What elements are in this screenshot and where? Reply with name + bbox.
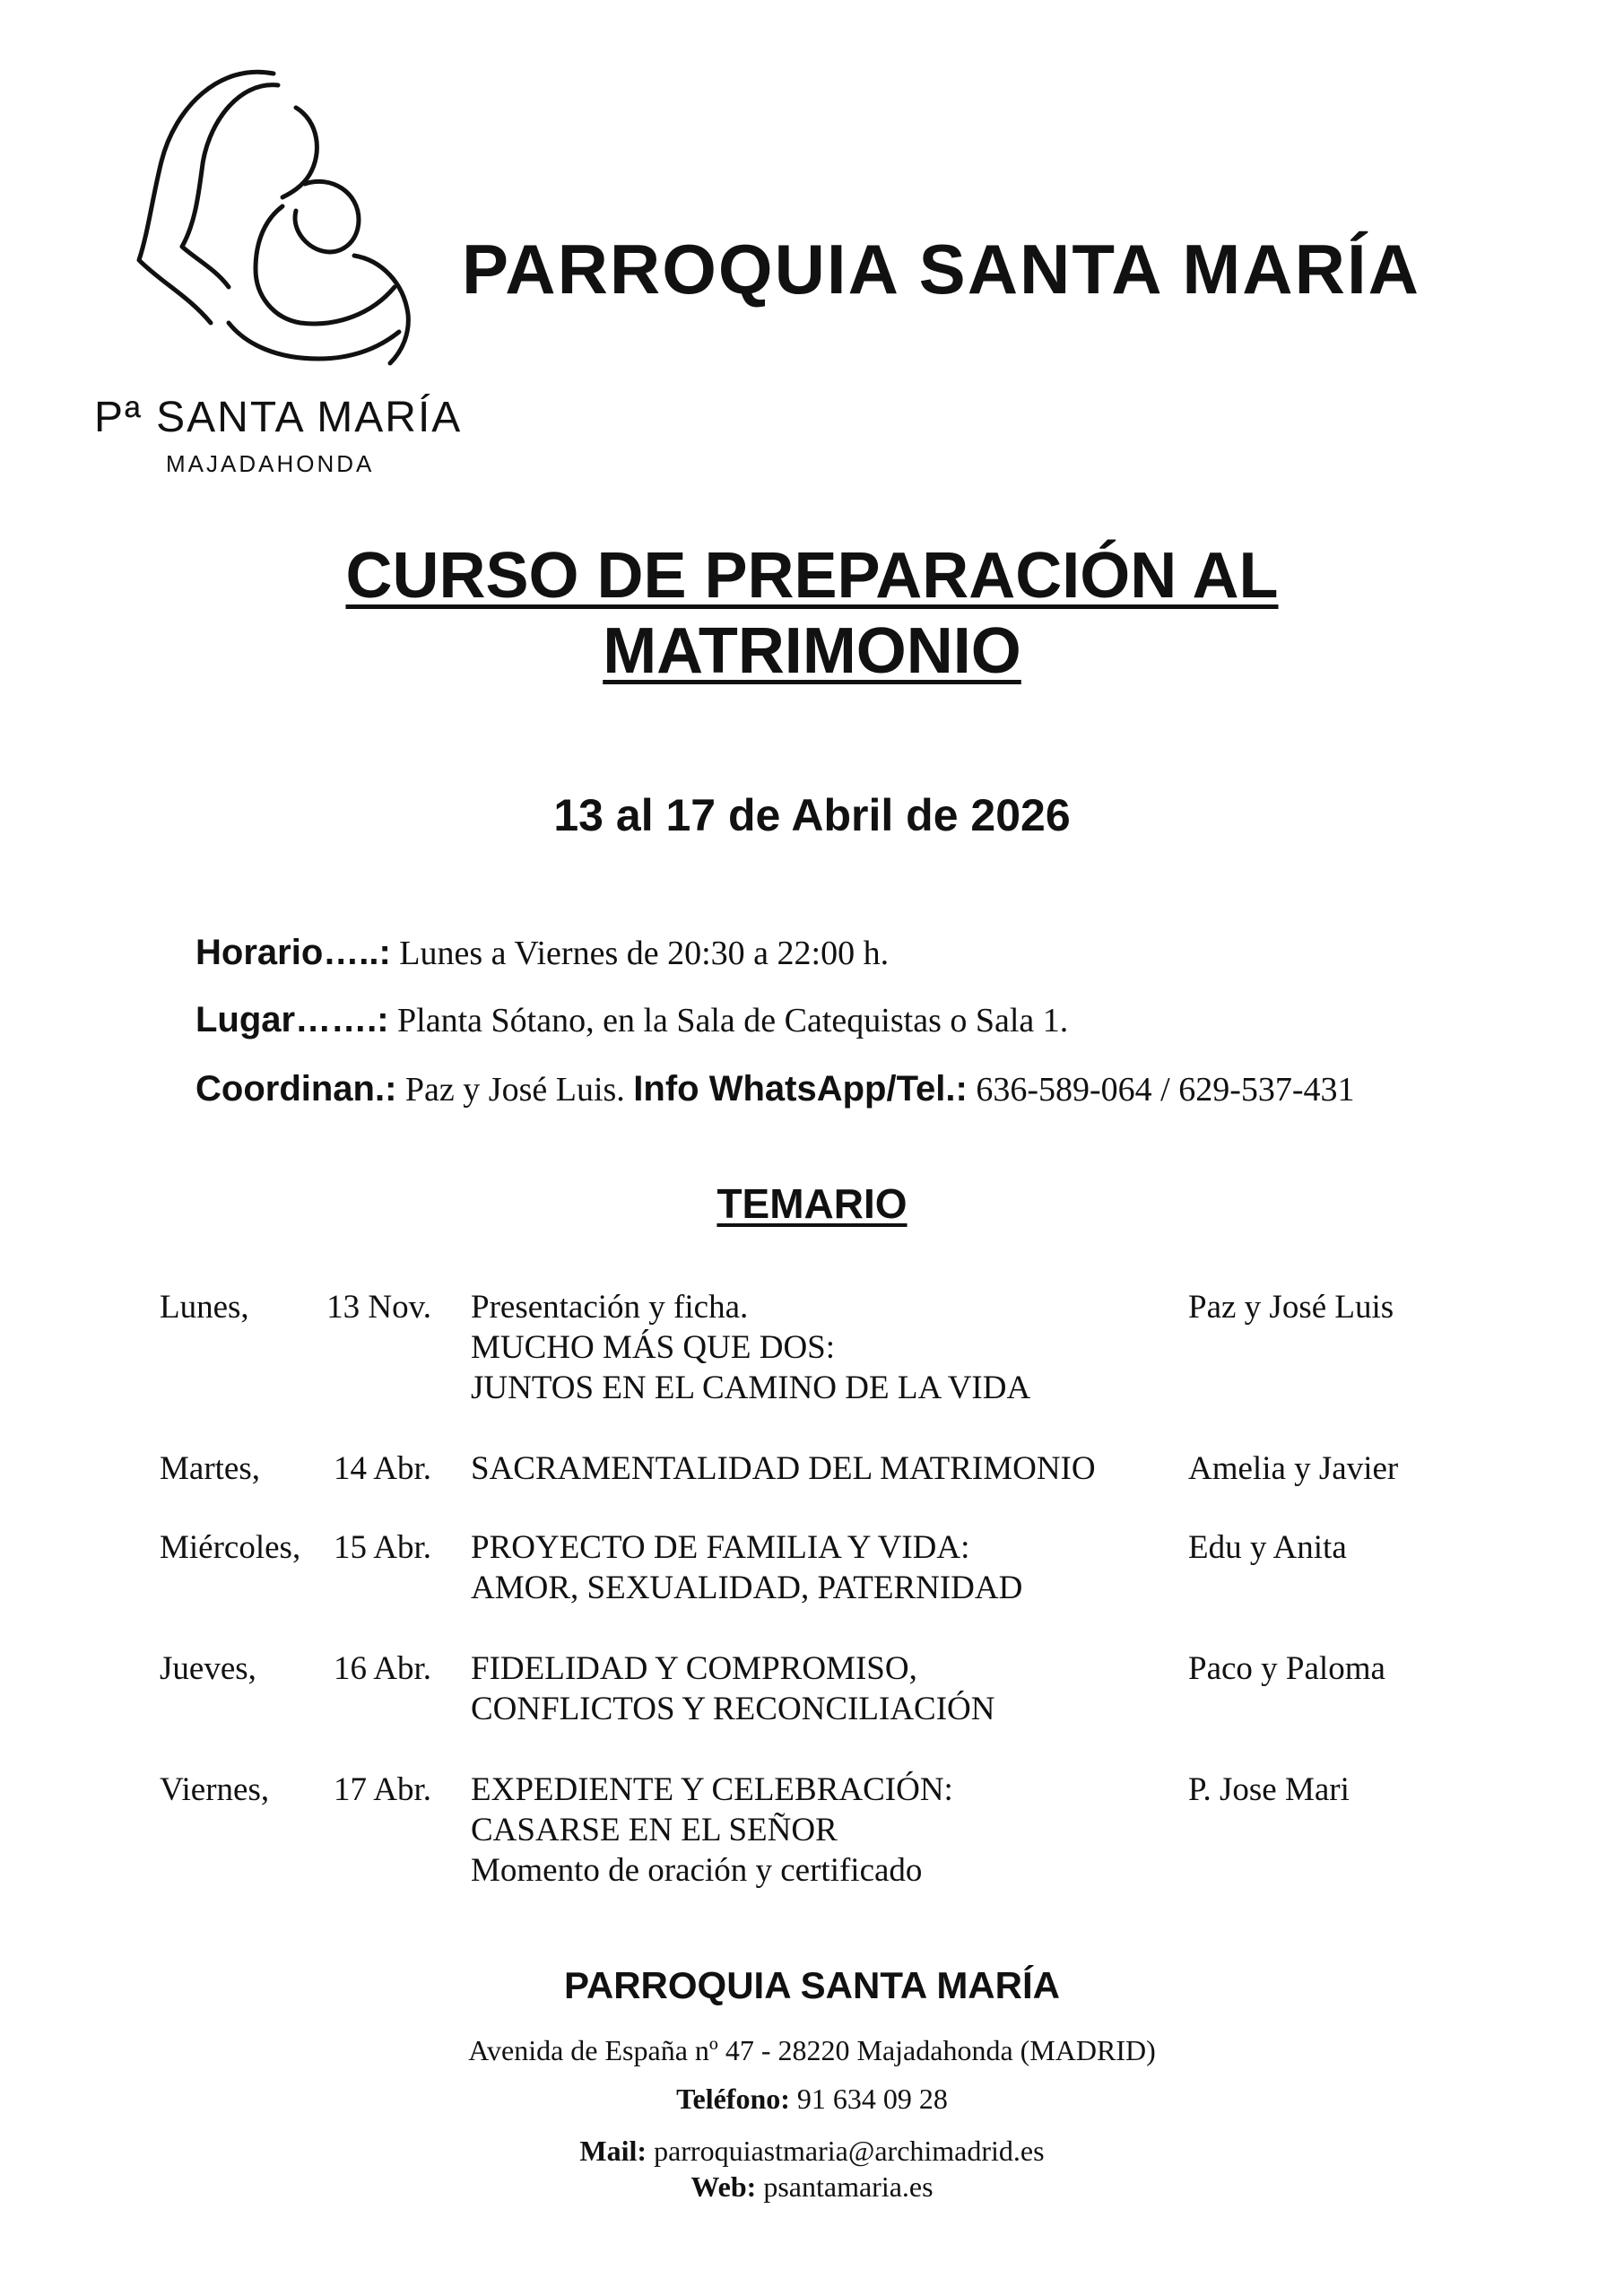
course-title — [0, 538, 1624, 689]
phone-label: Teléfono: — [676, 2083, 790, 2115]
footer-mail — [0, 2135, 1624, 2168]
row-speakers: Paz y José Luis — [1188, 1289, 1394, 1326]
coord-value: Paz y José Luis. — [404, 1071, 625, 1109]
phone-value: 91 634 09 28 — [796, 2083, 948, 2115]
row-day: Jueves, — [160, 1650, 256, 1687]
row-speakers: Edu y Anita — [1188, 1529, 1347, 1566]
row-topic-line: MUCHO MÁS QUE DOS: — [471, 1329, 836, 1366]
row-topic-line: JUNTOS EN EL CAMINO DE LA VIDA — [471, 1370, 1031, 1406]
course-dates: 13 al 17 de Abril de 2026 — [553, 790, 1071, 840]
row-topic — [471, 1648, 994, 1729]
row-day: Miércoles, — [160, 1529, 301, 1566]
temario-heading-text: TEMARIO — [716, 1180, 908, 1227]
logo-name-text: SANTA MARÍA — [156, 394, 463, 441]
row-topic — [471, 1448, 1096, 1489]
logo-parish-name — [94, 393, 463, 442]
footer-address: Avenida de España nº 47 - 28220 Majadahonda (MADRID) — [468, 2034, 1156, 2066]
course-title-line2: MATRIMONIO — [603, 615, 1021, 687]
row-topic-line: Presentación y ficha. — [471, 1289, 749, 1326]
row-date: 14 Abr. — [334, 1450, 431, 1487]
row-day: Viernes, — [160, 1771, 270, 1808]
place-value: Planta Sótano, en la Sala de Catequistas o Sala 1. — [397, 1002, 1069, 1039]
contact-label: Info WhatsApp/Tel.: — [633, 1069, 968, 1109]
row-topic — [471, 1527, 1022, 1608]
footer-web — [0, 2170, 1624, 2204]
row-topic-line: CASARSE EN EL SEÑOR — [471, 1812, 838, 1848]
logo-town: MAJADAHONDA — [166, 450, 375, 477]
place-label: Lugar…….: — [195, 1000, 389, 1039]
row-topic-line: SACRAMENTALIDAD DEL MATRIMONIO — [471, 1450, 1096, 1487]
row-topic — [471, 1287, 1030, 1408]
row-date: 13 Nov. — [326, 1289, 431, 1326]
row-date: 15 Abr. — [334, 1529, 431, 1566]
footer-title: PARROQUIA SANTA MARÍA — [564, 1964, 1060, 2006]
row-topic-line: EXPEDIENTE Y CELEBRACIÓN: — [471, 1771, 953, 1808]
page-title: PARROQUIA SANTA MARÍA — [462, 230, 1420, 309]
info-schedule — [195, 933, 889, 973]
schedule-label: Horario…..: — [195, 933, 391, 972]
schedule-value: Lunes a Viernes de 20:30 a 22:00 h. — [399, 935, 890, 972]
web-label: Web: — [690, 2170, 757, 2203]
row-speakers: Paco y Paloma — [1188, 1650, 1385, 1687]
logo-name-prefix: Pª — [94, 394, 143, 441]
footer-phone — [0, 2083, 1624, 2116]
web-value[interactable]: psantamaria.es — [763, 2170, 934, 2203]
row-topic-line: AMOR, SEXUALIDAD, PATERNIDAD — [471, 1570, 1023, 1606]
row-day: Martes, — [160, 1450, 260, 1487]
mail-value[interactable]: parroquiastmaria@archimadrid.es — [654, 2135, 1045, 2167]
info-place — [195, 1000, 1068, 1040]
madonna-and-child-icon — [112, 54, 435, 377]
temario-heading — [0, 1179, 1624, 1228]
course-title-line1: CURSO DE PREPARACIÓN AL — [345, 540, 1279, 612]
row-topic-line: FIDELIDAD Y COMPROMISO, — [471, 1650, 917, 1687]
row-topic-line: CONFLICTOS Y RECONCILIACIÓN — [471, 1691, 995, 1727]
parish-logo — [85, 54, 463, 484]
info-coordinators — [195, 1069, 1355, 1109]
row-day: Lunes, — [160, 1289, 249, 1326]
row-speakers: P. Jose Mari — [1188, 1771, 1350, 1808]
mail-label: Mail: — [579, 2135, 647, 2167]
row-date: 16 Abr. — [334, 1650, 431, 1687]
row-topic — [471, 1770, 953, 1891]
row-topic-line: Momento de oración y certificado — [471, 1852, 923, 1889]
row-speakers: Amelia y Javier — [1188, 1450, 1399, 1487]
contact-value: 636-589-064 / 629-537-431 — [976, 1071, 1355, 1109]
coord-label: Coordinan.: — [195, 1069, 397, 1109]
row-topic-line: PROYECTO DE FAMILIA Y VIDA: — [471, 1529, 970, 1566]
row-date: 17 Abr. — [334, 1771, 431, 1808]
